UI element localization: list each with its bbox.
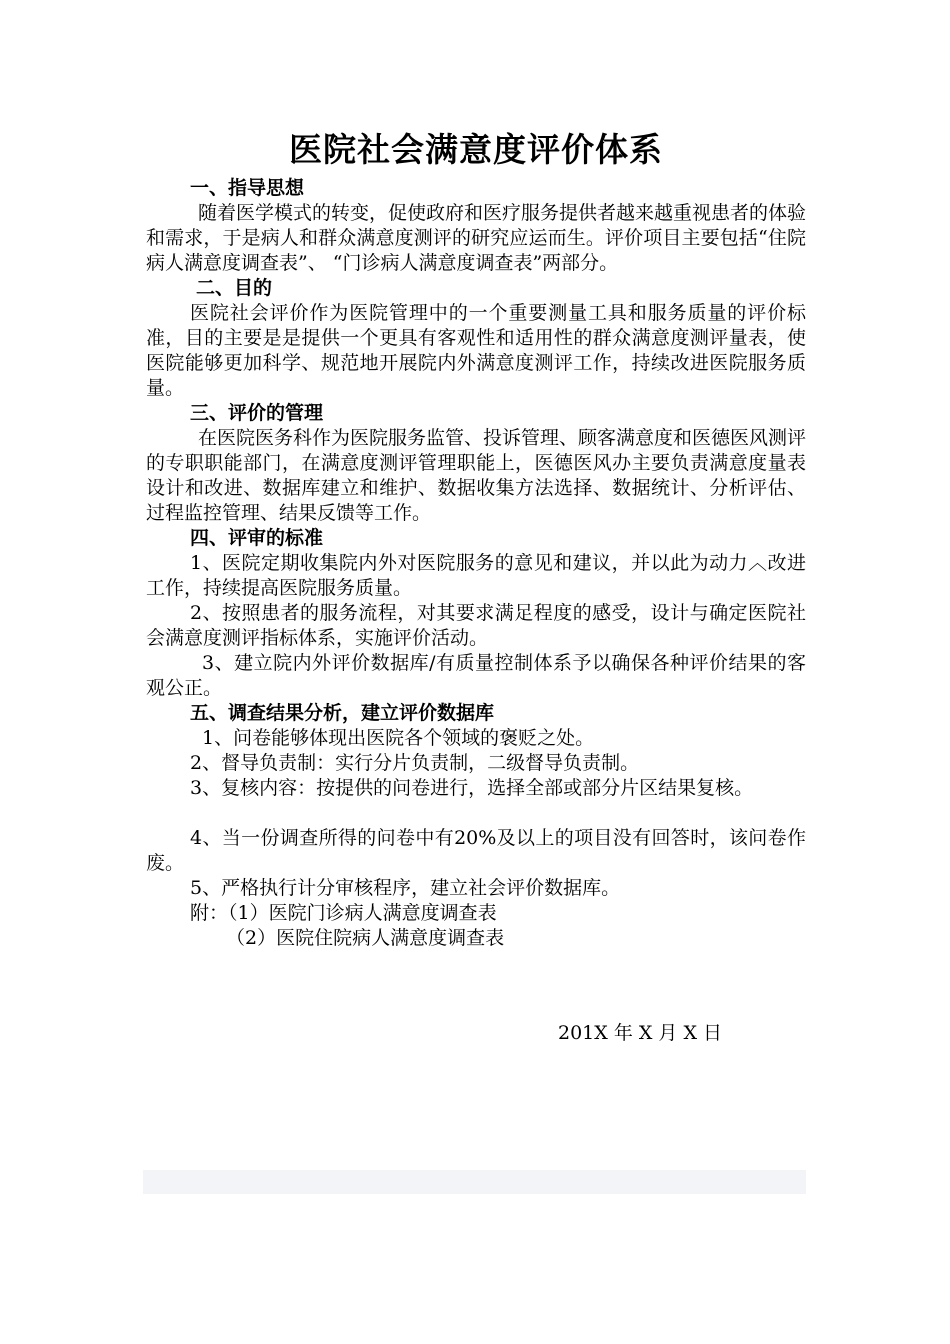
attachment-line: 附：（1）医院门诊病人满意度调查表 bbox=[190, 902, 497, 924]
section-heading-review-standards: 四、评审的标准 bbox=[190, 527, 324, 549]
section-heading-purpose: 二、目的 bbox=[196, 277, 273, 299]
footer-bar bbox=[143, 1170, 806, 1194]
list-item: 2、督导负责制：实行分片负责制，二级督导负责制。 bbox=[190, 752, 640, 774]
blank-line bbox=[146, 801, 806, 826]
document-title: 医院社会满意度评价体系 bbox=[289, 130, 663, 169]
section-heading-guiding-ideology: 一、指导思想 bbox=[190, 177, 305, 199]
list-item: 2、按照患者的服务流程，对其要求满足程度的感受，设计与确定医院社会满意度测评指标体系，实施评价活动。 bbox=[146, 602, 806, 649]
list-item: 3、复核内容：按提供的问卷进行，选择全部或部分片区结果复核。 bbox=[190, 777, 754, 799]
section-paragraph: 医院社会评价作为医院管理中的一个重要测量工具和服务质量的评价标准，目的主要是是提供一个更具有客观性和适用性的群众满意度测评量表，使医院能够更加科学、规范地开展院内外满意度测评工作，持续改进医院服务质量。 bbox=[146, 302, 806, 399]
section-paragraph: 随着医学模式的转变，促使政府和医疗服务提供者越来越重视患者的体验和需求，于是病人和群众满意度测评的研究应运而生。评价项目主要包括“住院病人满意度调查表”、 “门诊病人满意度调查表”两部分。 bbox=[146, 202, 807, 274]
list-item: 4、当一份调查所得的问卷中有20%及以上的项目没有回答时，该问卷作废。 bbox=[146, 827, 806, 874]
section-paragraph: 在医院医务科作为医院服务监管、投诉管理、顾客满意度和医德医风测评的专职职能部门，在满意度测评管理职能上，医德医风办主要负责满意度量表设计和改进、数据库建立和维护、数据收集方法选择、数据统计、分析评估、过程监控管理、结果反馈等工作。 bbox=[146, 427, 807, 524]
list-item: 1、医院定期收集院内外对医院服务的意见和建议，并以此为动力︿改进工作，持续提高医院服务质量。 bbox=[146, 552, 806, 599]
document-date: 201X 年 X 月 X 日 bbox=[558, 1022, 723, 1044]
list-item: 1、问卷能够体现出医院各个领域的褒贬之处。 bbox=[202, 727, 595, 749]
attachment-line: （2）医院住院病人满意度调查表 bbox=[226, 927, 505, 949]
section-heading-survey-analysis: 五、调查结果分析，建立评价数据库 bbox=[190, 702, 495, 724]
section-heading-evaluation-management: 三、评价的管理 bbox=[190, 402, 324, 424]
document-page bbox=[146, 128, 806, 951]
list-item: 3、建立院内外评价数据库/有质量控制体系予以确保各种评价结果的客观公正。 bbox=[146, 652, 806, 699]
list-item: 5、严格执行计分审核程序，建立社会评价数据库。 bbox=[190, 877, 621, 899]
